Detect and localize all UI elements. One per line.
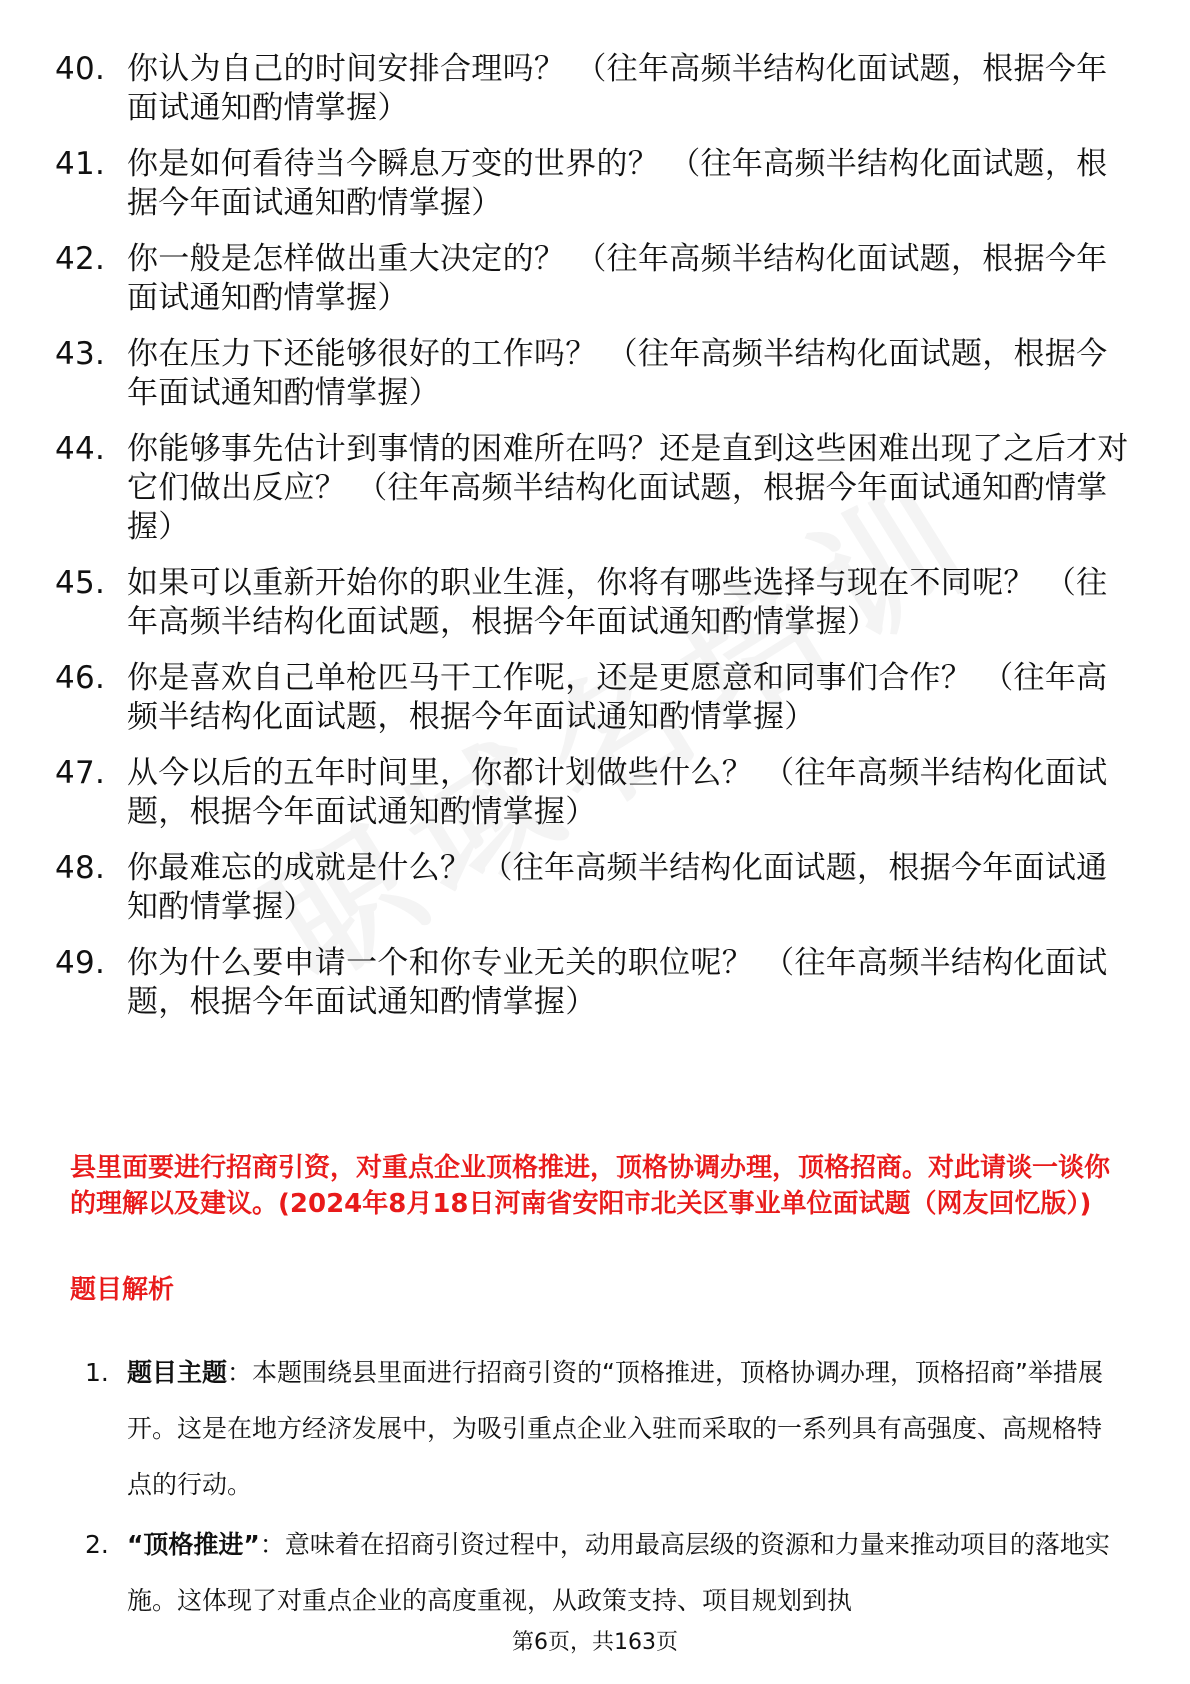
question-number: 46. (55, 660, 106, 696)
question-text: 你是喜欢自己单枪匹马干工作呢，还是更愿意和同事们合作？ （往年高频半结构化面试题，根据今年面试通知酌情掌握） (127, 660, 1108, 735)
analysis-label: 题目主题 (127, 1358, 228, 1387)
question-item (55, 335, 1135, 413)
question-item (55, 754, 1135, 832)
analysis-item (85, 1345, 1125, 1513)
question-number: 47. (55, 755, 106, 791)
question-item (55, 50, 1135, 128)
question-text: 你能够事先估计到事情的困难所在吗？还是直到这些困难出现了之后才对它们做出反应？ （往年高频半结构化面试题，根据今年面试通知酌情掌握） (127, 431, 1129, 545)
question-text: 你一般是怎样做出重大决定的？ （往年高频半结构化面试题，根据今年面试通知酌情掌握） (127, 241, 1108, 316)
question-item (55, 849, 1135, 927)
analysis-separator: ： (259, 1530, 285, 1559)
analysis-heading: 题目解析 (70, 1275, 175, 1305)
analysis-item (85, 1517, 1125, 1629)
question-item (55, 944, 1135, 1022)
analysis-separator: ： (227, 1358, 253, 1387)
analysis-text: 意味着在招商引资过程中，动用最高层级的资源和力量来推动项目的落地实施。这体现了对重点企业的高度重视，从政策支持、项目规划到执 (127, 1530, 1110, 1615)
question-number: 41. (55, 146, 106, 182)
question-item (55, 145, 1135, 223)
question-text: 你是如何看待当今瞬息万变的世界的？ （往年高频半结构化面试题，根据今年面试通知酌情掌握） (127, 146, 1108, 221)
question-item (55, 430, 1135, 547)
analysis-label: “顶格推进” (127, 1530, 260, 1559)
question-text: 如果可以重新开始你的职业生涯，你将有哪些选择与现在不同呢？ （往年高频半结构化面试题，根据今年面试通知酌情掌握） (127, 565, 1108, 640)
question-text: 你认为自己的时间安排合理吗？ （往年高频半结构化面试题，根据今年面试通知酌情掌握） (127, 51, 1108, 126)
question-number: 40. (55, 51, 106, 87)
question-number: 42. (55, 241, 106, 277)
question-number: 45. (55, 565, 106, 601)
question-number: 48. (55, 850, 106, 886)
analysis-text: 本题围绕县里面进行招商引资的“顶格推进，顶格协调办理，顶格招商”举措展开。这是在地方经济发展中，为吸引重点企业入驻而采取的一系列具有高强度、高规格特点的行动。 (127, 1358, 1103, 1499)
analysis-number: 1. (85, 1358, 109, 1387)
analysis-number: 2. (85, 1530, 109, 1559)
featured-question: 县里面要进行招商引资，对重点企业顶格推进，顶格协调办理，顶格招商。对此请谈一谈你的理解以及建议。(2024年8月18日河南省安阳市北关区事业单位面试题（网友回忆版）) (70, 1153, 1111, 1219)
question-item (55, 564, 1135, 642)
question-number: 44. (55, 431, 106, 467)
analysis-list (85, 1345, 1125, 1633)
question-item (55, 659, 1135, 737)
question-list (55, 50, 1135, 1039)
page-footer: 第6页，共163页 (512, 1630, 678, 1655)
question-text: 你为什么要申请一个和你专业无关的职位呢？ （往年高频半结构化面试题，根据今年面试通知酌情掌握） (127, 945, 1108, 1020)
question-text: 你最难忘的成就是什么？ （往年高频半结构化面试题，根据今年面试通知酌情掌握） (127, 850, 1108, 925)
question-text: 你在压力下还能够很好的工作吗？ （往年高频半结构化面试题，根据今年面试通知酌情掌握） (127, 336, 1108, 411)
question-item (55, 240, 1135, 318)
question-number: 49. (55, 945, 106, 981)
question-text: 从今以后的五年时间里，你都计划做些什么？ （往年高频半结构化面试题，根据今年面试通知酌情掌握） (127, 755, 1108, 830)
question-number: 43. (55, 336, 106, 372)
